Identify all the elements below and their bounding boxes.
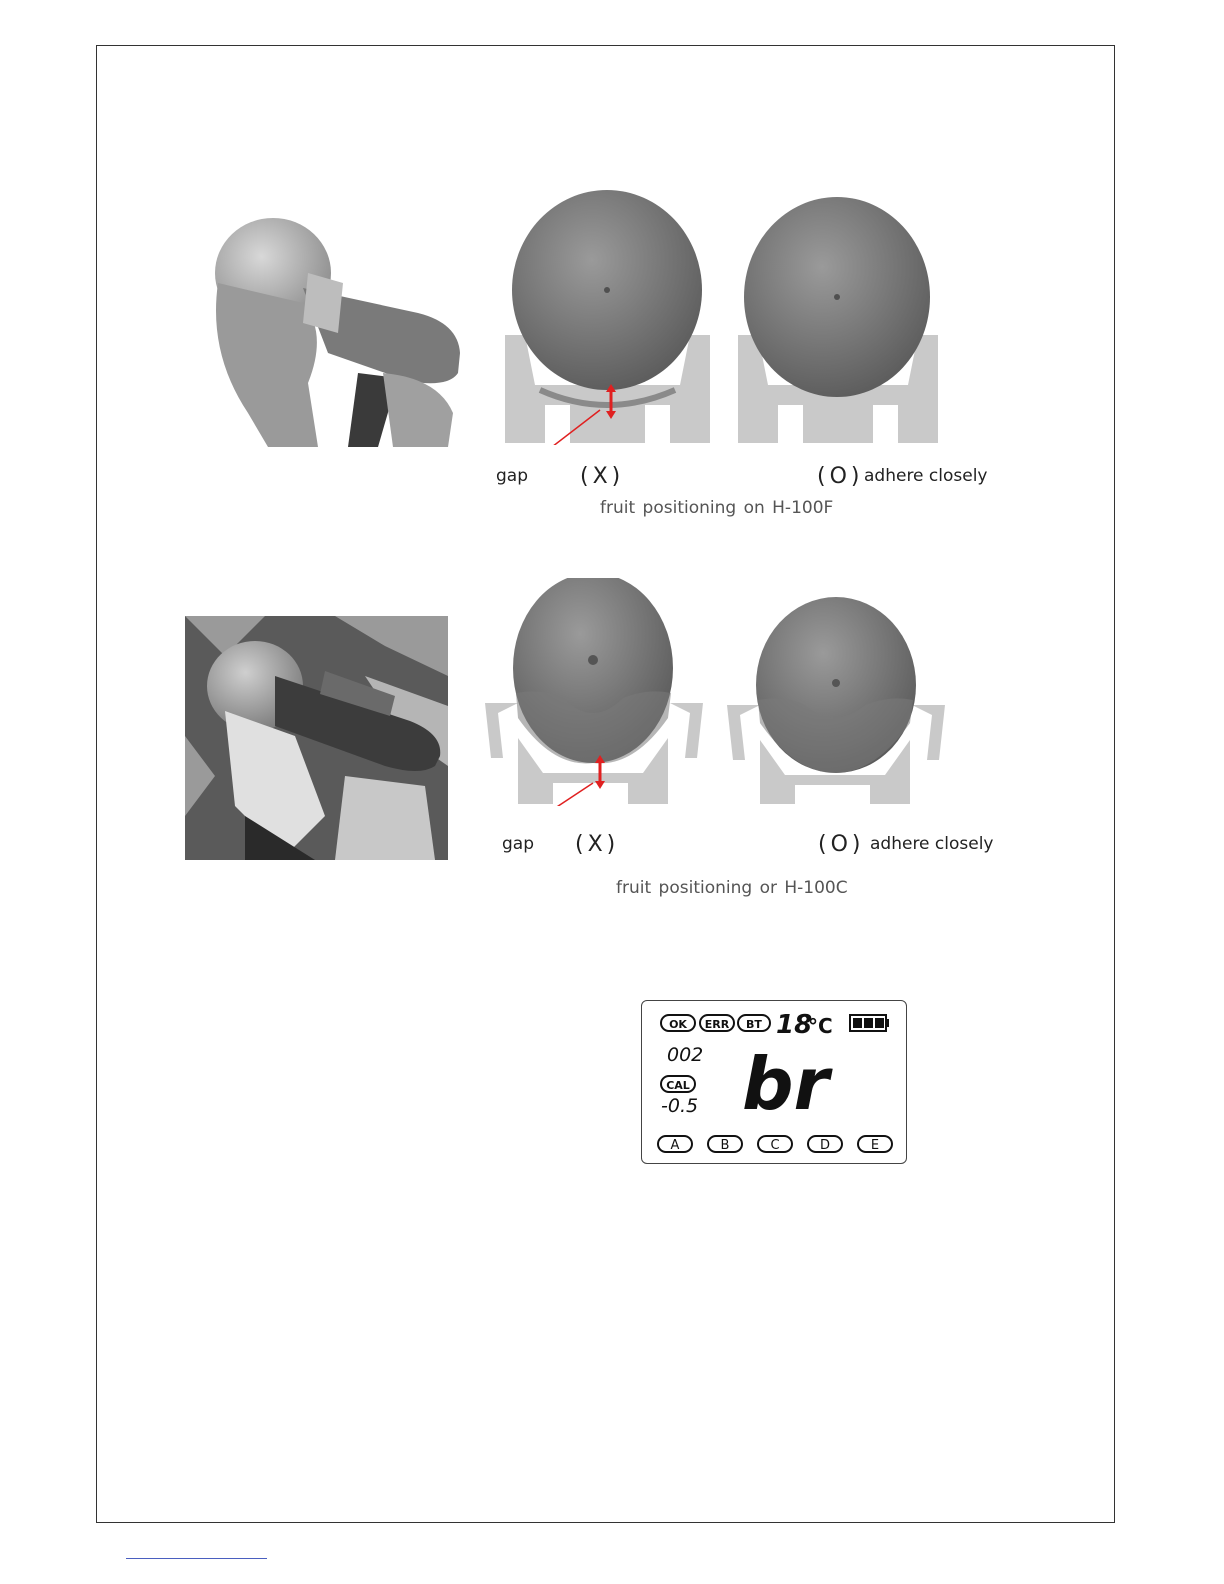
incorrect-mark: (X): [580, 464, 625, 489]
grade-a: A: [670, 1138, 680, 1153]
grade-b: B: [720, 1138, 730, 1153]
incorrect-mark: (X): [575, 832, 620, 857]
figure-caption-h100c: fruit positioning or H-100C: [616, 878, 848, 898]
bt-badge: BT: [746, 1018, 762, 1031]
cal-badge: CAL: [666, 1079, 690, 1092]
err-badge: ERR: [704, 1018, 730, 1031]
footnote-rule: [126, 1558, 267, 1559]
temperature-value: 18: [776, 1010, 813, 1040]
photo-hand-holding-h100f: [208, 213, 464, 447]
adhere-closely-label: adhere closely: [870, 834, 994, 854]
grade-d: D: [819, 1138, 831, 1153]
photo-hand-holding-h100c: [185, 616, 448, 860]
diagram-h100f-gap: [500, 185, 715, 445]
adhere-closely-label: adhere closely: [864, 466, 988, 486]
grade-e: E: [870, 1138, 880, 1153]
correct-mark: (O): [818, 832, 865, 857]
diagram-h100c-gap: [483, 578, 705, 806]
grade-c: C: [770, 1138, 780, 1153]
correct-mark: (O): [817, 464, 864, 489]
temperature-unit: °C: [808, 1014, 833, 1038]
battery-icon: [850, 1015, 889, 1031]
diagram-h100c-close: [725, 595, 947, 806]
grade-buttons: [658, 1136, 892, 1153]
counter-value: 002: [667, 1044, 704, 1066]
main-readout: br: [742, 1042, 830, 1126]
ok-badge: OK: [669, 1018, 687, 1031]
gap-label: gap: [502, 834, 534, 854]
gap-label: gap: [496, 466, 528, 486]
figure-caption-h100f: fruit positioning on H-100F: [600, 498, 834, 518]
diagram-h100f-close: [733, 185, 943, 445]
cal-value: -0.5: [661, 1095, 699, 1117]
lcd-segments: [642, 1001, 906, 1163]
lcd-display: [641, 1000, 907, 1164]
